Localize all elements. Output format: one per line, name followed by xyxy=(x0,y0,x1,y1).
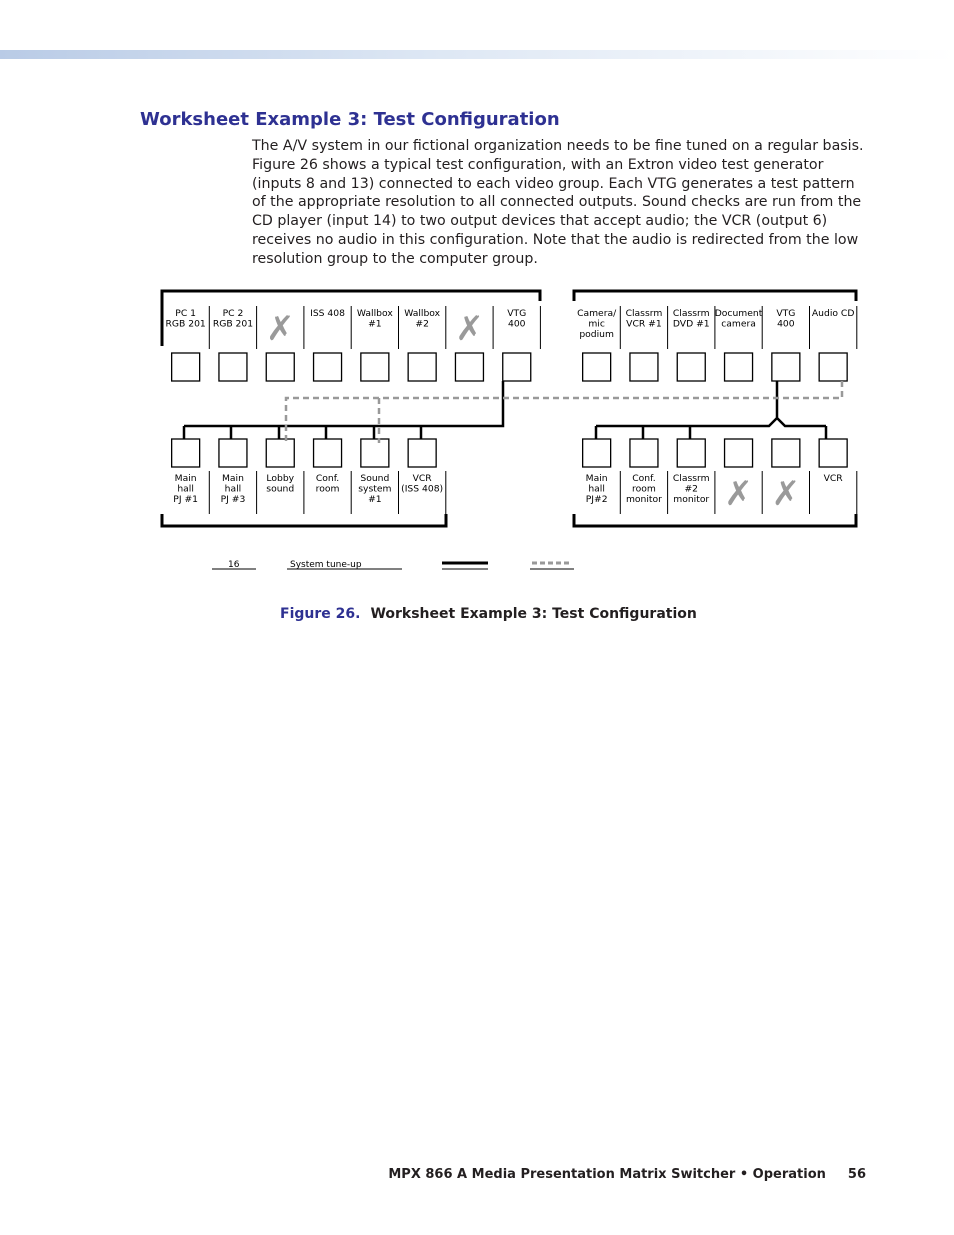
legend-preset-number: 16 xyxy=(228,560,240,570)
input-right-label: DVD #1 xyxy=(672,318,710,330)
input-left-8 xyxy=(503,306,541,381)
input-right-label: Camera/ xyxy=(577,308,617,319)
input-left-label: ISS 408 xyxy=(310,308,345,319)
output-left-3 xyxy=(266,439,304,514)
page-footer xyxy=(388,1167,866,1182)
output-right-label: monitor xyxy=(673,494,710,505)
output-right-label: VCR xyxy=(823,473,843,484)
input-right-label: Document xyxy=(714,308,763,319)
input-right-label: VTG xyxy=(776,308,796,319)
input-right-label: mic xyxy=(588,318,605,330)
section-title: Worksheet Example 3: Test Configuration xyxy=(140,109,560,130)
output-right-6 xyxy=(819,439,857,514)
output-right-label: Conf. xyxy=(632,473,656,484)
input-left-5 xyxy=(357,306,399,381)
input-frame-right xyxy=(574,291,856,301)
unused-x-icon: ✗ xyxy=(455,309,484,349)
video-tie-left xyxy=(184,381,503,439)
output-left-label: sound xyxy=(266,483,295,495)
input-left-7 xyxy=(455,306,493,381)
output-right-1 xyxy=(583,439,621,514)
output-left-label: room xyxy=(315,483,340,495)
input-left-label: Wallbox xyxy=(356,308,393,319)
input-right-2 xyxy=(626,306,668,381)
figure-caption xyxy=(280,606,697,622)
output-left-label: (ISS 408) xyxy=(401,483,444,495)
output-left-label: PJ #3 xyxy=(220,494,246,505)
footer-title: MPX 866 A Media Presentation Matrix Switcher • Operation xyxy=(388,1167,826,1182)
body-paragraph: The A/V system in our fictional organization needs to be fine tuned on a regular basis. Figure 26 shows a typical test configuration, with an Extron video test generator (inputs 8 and 13) connected to each video group. Each VTG generates a test pattern of the appropriate resolution to all connected outputs. Sound checks are run from the CD player (input 14) to two output devices that accept audio; the VCR (output 6) receives no audio in this configuration. Note that the audio is redirected from the low resolution group to the computer group. xyxy=(252,138,864,267)
output-frame-right xyxy=(574,514,856,526)
header-bar xyxy=(0,50,954,59)
input-right-label: Audio CD xyxy=(811,308,855,319)
output-left-6 xyxy=(401,439,446,514)
input-left-label: 400 xyxy=(507,318,526,330)
input-left-label: #1 xyxy=(368,318,382,330)
input-right-6 xyxy=(812,306,857,381)
input-left-4 xyxy=(310,306,351,381)
output-right-2 xyxy=(626,439,668,514)
input-left-1 xyxy=(166,306,210,381)
input-left-label: RGB 201 xyxy=(212,318,254,330)
page-number: 56 xyxy=(847,1167,866,1182)
output-left-label: Main xyxy=(221,473,244,484)
input-right-label: camera xyxy=(721,318,756,330)
input-left-2 xyxy=(213,306,257,381)
output-right-label: Main xyxy=(585,473,608,484)
input-right-1 xyxy=(577,306,620,381)
input-left-6 xyxy=(404,306,446,381)
output-right-label: #2 xyxy=(684,483,699,495)
input-left-label: PC 2 xyxy=(222,308,244,319)
output-right-5 xyxy=(772,439,810,514)
output-left-1 xyxy=(172,439,210,514)
output-left-label: Main xyxy=(174,473,197,484)
output-right-label: room xyxy=(632,483,656,495)
input-right-label: Classrm xyxy=(625,308,663,319)
video-tie-right xyxy=(596,381,826,439)
figure-title: Worksheet Example 3: Test Configuration xyxy=(370,606,697,622)
unused-x-icon: ✗ xyxy=(266,309,295,349)
output-left-label: hall xyxy=(177,483,194,495)
input-right-label: VCR #1 xyxy=(626,318,662,330)
output-left-label: Lobby xyxy=(266,473,295,484)
figure-number: Figure 26. xyxy=(280,606,361,622)
input-right-label: 400 xyxy=(777,318,795,330)
output-left-5 xyxy=(358,439,398,514)
input-left-3 xyxy=(266,306,304,381)
input-right-label: podium xyxy=(579,329,614,340)
output-left-label: VCR xyxy=(412,473,432,484)
output-right-3 xyxy=(673,439,715,514)
input-left-label: Wallbox xyxy=(404,308,441,319)
output-left-label: system xyxy=(358,483,392,495)
input-right-3 xyxy=(673,306,715,381)
output-frame-left xyxy=(162,514,446,526)
output-right-label: monitor xyxy=(625,494,662,505)
unused-x-icon: ✗ xyxy=(771,474,801,514)
input-left-label: #2 xyxy=(415,318,429,330)
input-right-label: Classrm xyxy=(672,308,710,319)
input-right-5 xyxy=(772,306,810,381)
legend-preset-name: System tune-up xyxy=(290,560,362,570)
unused-x-icon: ✗ xyxy=(724,474,753,514)
output-left-label: Conf. xyxy=(315,473,340,484)
output-left-label: hall xyxy=(224,483,242,495)
input-left-label: PC 1 xyxy=(175,308,197,319)
input-left-label: VTG xyxy=(507,308,527,319)
output-right-label: PJ#2 xyxy=(585,494,608,505)
output-right-label: Classrm xyxy=(672,473,710,484)
output-left-label: #1 xyxy=(368,494,382,505)
worksheet-diagram xyxy=(150,286,870,576)
input-right-4 xyxy=(715,306,763,381)
output-right-label: hall xyxy=(588,483,605,495)
output-left-4 xyxy=(314,439,352,514)
output-right-4 xyxy=(724,439,762,514)
output-left-label: Sound xyxy=(360,473,390,484)
audio-tie xyxy=(286,381,842,443)
output-left-label: PJ #1 xyxy=(173,494,199,505)
input-left-label: RGB 201 xyxy=(165,318,206,330)
output-left-2 xyxy=(219,439,257,514)
